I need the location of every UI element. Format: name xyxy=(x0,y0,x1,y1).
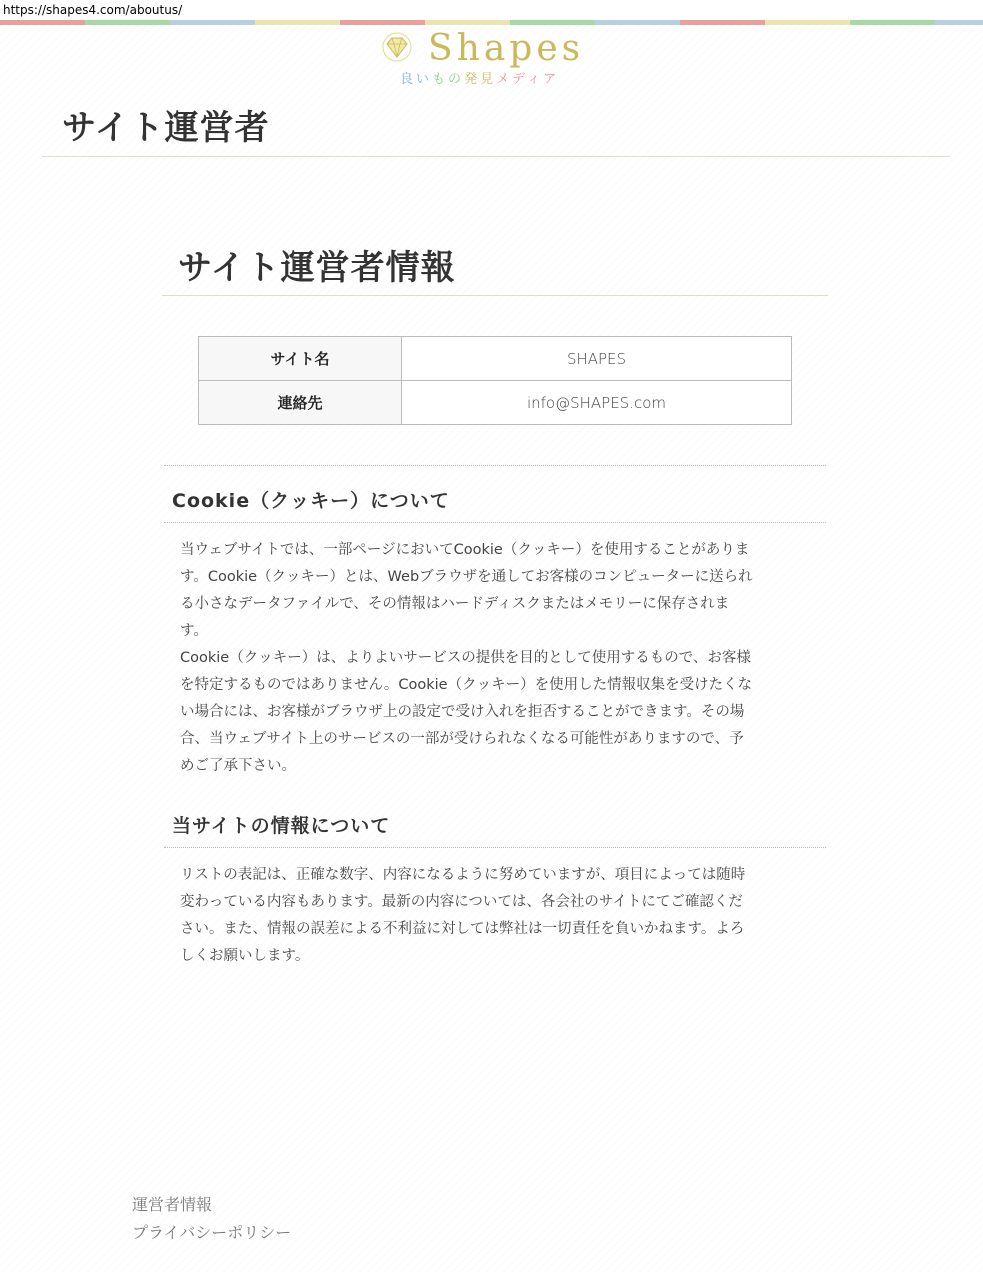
tagline-char: い xyxy=(416,72,433,87)
tagline-char: ィ xyxy=(527,72,544,87)
table-header-cell: 連絡先 xyxy=(199,381,402,425)
footer-link-privacy-policy[interactable]: プライバシーポリシー xyxy=(132,1223,292,1242)
site-info-paragraph xyxy=(180,862,806,970)
tagline-char: も xyxy=(432,72,449,87)
text-line: 当ウェブサイトでは、一部ページにおいてCookie（クッキー）を使用することがありま xyxy=(180,542,750,558)
page-title: サイト運営者 xyxy=(62,108,270,148)
text-line: リストの表記は、正確な数字、内容になるように努めていますが、項目によっては随時 xyxy=(180,867,746,883)
tagline-char: デ xyxy=(512,72,528,87)
header-color-stripe xyxy=(0,20,983,25)
text-line: を特定するものではありません。Cookie（クッキー）を使用した情報収集を受けたくな xyxy=(180,677,753,693)
tagline-char: 発 xyxy=(464,72,481,87)
table-value-cell: SHAPES xyxy=(402,337,792,381)
cookie-heading: Cookie（クッキー）について xyxy=(172,490,450,512)
cookie-heading-top-divider xyxy=(164,465,826,466)
text-line: めご了承下さい。 xyxy=(180,758,296,774)
tagline-char: ア xyxy=(543,72,560,87)
browser-url[interactable]: https://shapes4.com/aboutus/ xyxy=(0,0,983,20)
text-line: 合、当ウェブサイト上のサービスの一部が受けられなくなる可能性がありますので、予 xyxy=(180,731,744,747)
logo-brand-text: Shapes xyxy=(428,28,585,69)
title-divider xyxy=(42,156,950,157)
cookie-heading-bottom-divider xyxy=(164,522,826,523)
text-line: 変わっている内容もあります。最新の内容については、各会社のサイトにてご確認くだ xyxy=(180,894,743,910)
operator-info-table xyxy=(198,336,792,425)
section-divider xyxy=(162,295,828,296)
table-value-cell: info@SHAPES.com xyxy=(402,381,792,425)
tagline-char: メ xyxy=(496,72,513,87)
tagline-char: 良 xyxy=(400,72,417,87)
table-row xyxy=(199,337,792,381)
site-logo[interactable] xyxy=(380,28,590,88)
text-line: さい。また、情報の誤差による不利益に対しては弊社は一切責任を負いかねます。よろ xyxy=(180,921,745,937)
table-row xyxy=(199,381,792,425)
tagline-char: の xyxy=(448,72,465,87)
footer-link-operator-info[interactable]: 運営者情報 xyxy=(132,1195,213,1214)
text-line: い場合には、お客様がブラウザ上の設定で受け入れを拒否することができます。その場 xyxy=(180,704,745,720)
table-header-cell: サイト名 xyxy=(199,337,402,381)
site-info-heading: 当サイトの情報について xyxy=(172,815,391,837)
cookie-paragraph xyxy=(180,537,806,780)
diamond-icon xyxy=(380,32,414,62)
section-title: サイト運営者情報 xyxy=(178,248,456,288)
text-line: Cookie（クッキー）は、よりよいサービスの提供を目的として使用するもので、お客様 xyxy=(180,650,751,666)
text-line: す。Cookie（クッキー）とは、Webブラウザを通してお客様のコンピューターに送られ xyxy=(180,569,753,585)
site-info-heading-divider xyxy=(164,847,826,848)
text-line: る小さなデータファイルで、その情報はハードディスクまたはメモリーに保存されま xyxy=(180,596,730,612)
text-line: しくお願いします。 xyxy=(180,948,310,964)
tagline-char: 見 xyxy=(480,72,497,87)
text-line: す。 xyxy=(180,623,208,639)
logo-tagline xyxy=(400,68,559,87)
